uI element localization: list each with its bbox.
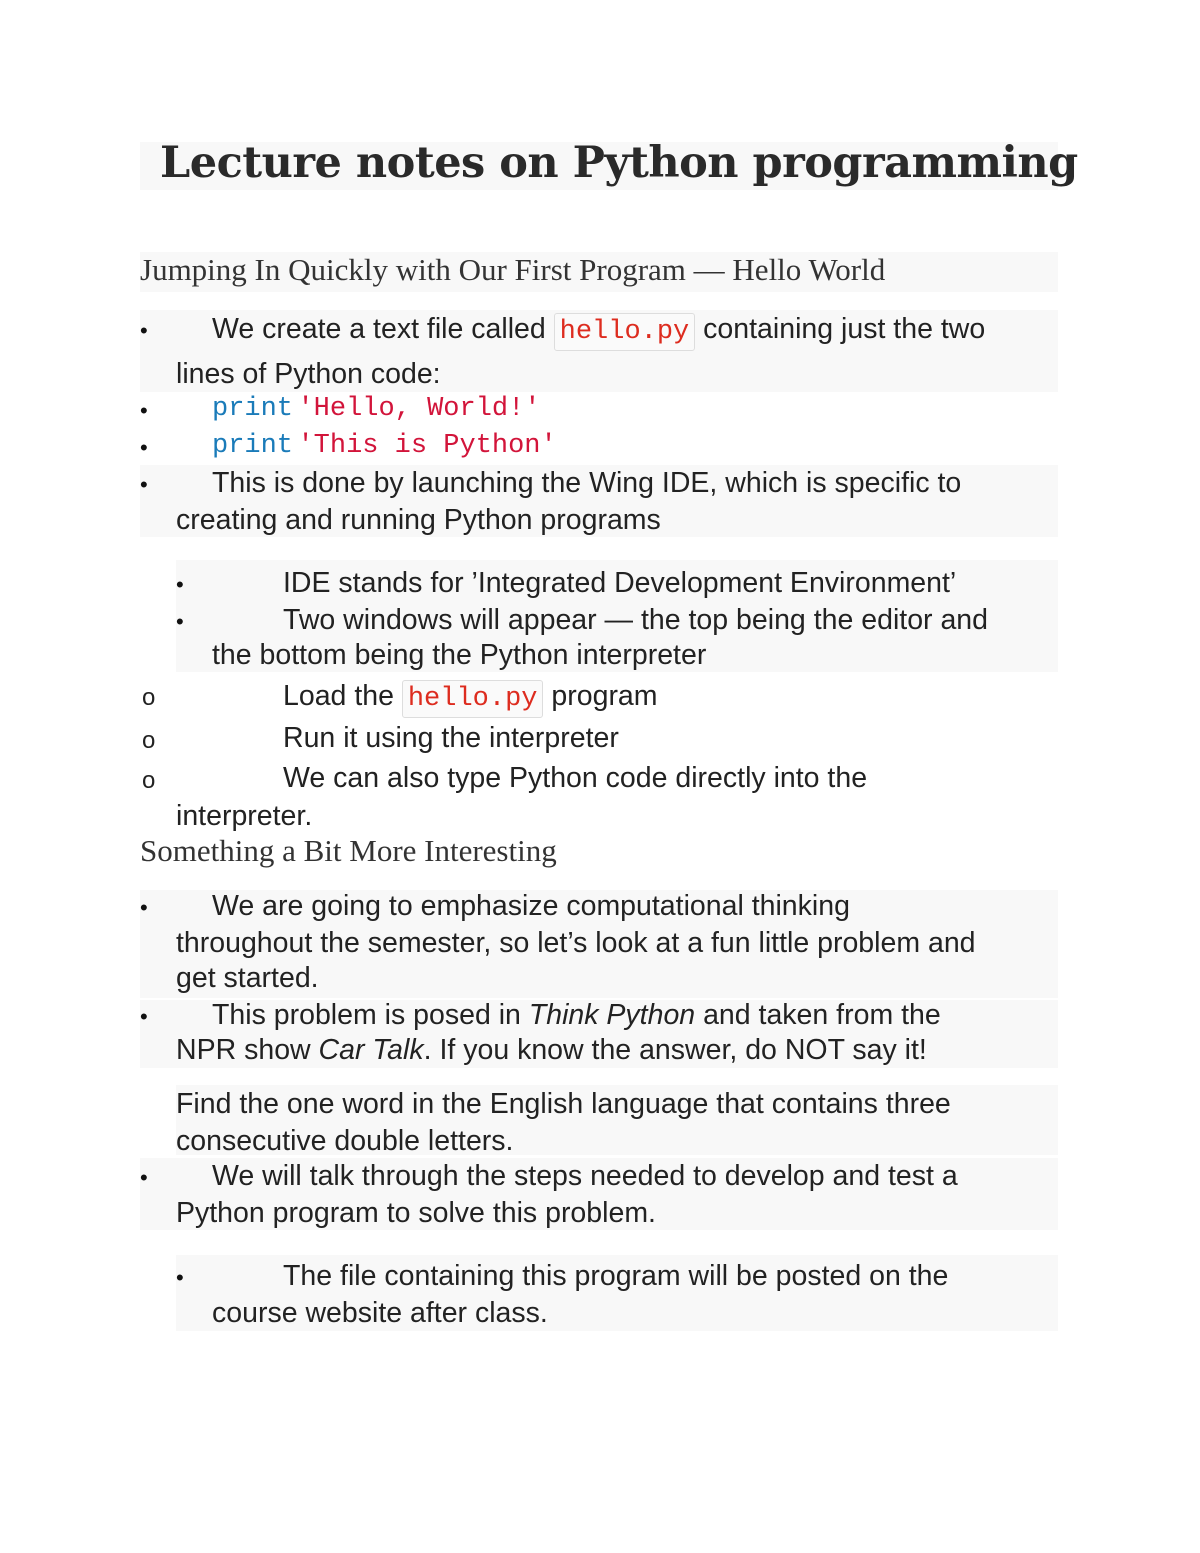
list-item-text: program — [543, 680, 658, 712]
sub-item-type-code: We can also type Python code directly into the — [283, 762, 868, 794]
code-line-this-is-python — [212, 431, 557, 461]
circle-bullet-icon: o — [142, 684, 156, 711]
sub-item-continuation: the bottom being the Python interpreter — [212, 639, 707, 671]
sub-item-run-interpreter: Run it using the interpreter — [283, 722, 619, 754]
list-item-text: containing just the two — [695, 313, 986, 345]
code-keyword: print — [212, 431, 294, 461]
sub-item-continuation: course website after class. — [212, 1297, 548, 1329]
inline-code-filename: hello.py — [402, 680, 544, 718]
sub-item-file-posted: The file containing this program will be posted on the — [283, 1260, 949, 1292]
code-keyword: print — [212, 394, 294, 424]
bullet-icon: • — [140, 435, 148, 460]
puzzle-quote: Find the one word in the English language that contains three — [176, 1088, 951, 1120]
show-title: Car Talk — [318, 1034, 424, 1066]
section-heading-hello-world: Jumping In Quickly with Our First Program — Hello World — [140, 252, 886, 287]
list-item-develop-test: We will talk through the steps needed to develop and test a — [212, 1160, 958, 1192]
bullet-icon: • — [140, 318, 148, 343]
book-title: Think Python — [528, 999, 696, 1031]
sub-item-load-program — [283, 680, 658, 714]
bullet-icon: • — [140, 472, 148, 497]
list-item-text: . If you know the answer, do NOT say it! — [423, 1034, 927, 1066]
section-heading-more-interesting: Something a Bit More Interesting — [140, 833, 557, 868]
list-item-continuation: throughout the semester, so let’s look at a fun little problem and — [176, 927, 976, 959]
bullet-icon: • — [140, 1004, 148, 1029]
list-item-continuation: Python program to solve this problem. — [176, 1197, 656, 1229]
sub-item-two-windows: Two windows will appear — the top being the editor and — [283, 604, 988, 636]
circle-bullet-icon: o — [142, 727, 156, 754]
sub-item-ide-definition: IDE stands for ’Integrated Development Environment’ — [283, 567, 957, 599]
bullet-icon: • — [140, 1165, 148, 1190]
list-item-create-file — [212, 313, 985, 347]
list-item-continuation: creating and running Python programs — [176, 504, 661, 536]
puzzle-quote-continuation: consecutive double letters. — [176, 1125, 514, 1157]
list-item-text: NPR show — [176, 1034, 319, 1066]
bullet-icon: • — [140, 895, 148, 920]
sub-item-continuation: interpreter. — [176, 800, 313, 832]
list-item-think-python — [212, 999, 941, 1032]
list-item-continuation: get started. — [176, 962, 319, 994]
list-item-continuation: lines of Python code: — [176, 358, 441, 390]
bullet-icon: • — [140, 398, 148, 423]
list-item-text: Load the — [283, 680, 402, 712]
bullet-icon: • — [176, 609, 184, 634]
page-title: Lecture notes on Python programming — [160, 138, 1078, 188]
code-line-hello-world — [212, 394, 541, 424]
list-item-text: This problem is posed in — [212, 999, 529, 1031]
list-item-text: We create a text file called — [212, 313, 554, 345]
inline-code-filename: hello.py — [554, 313, 696, 351]
bullet-icon: • — [176, 1265, 184, 1290]
code-string: 'This is Python' — [297, 431, 557, 461]
list-item-continuation — [176, 1034, 927, 1067]
bullet-icon: • — [176, 572, 184, 597]
circle-bullet-icon: o — [142, 767, 156, 794]
code-string: 'Hello, World!' — [297, 394, 541, 424]
list-item-computational-thinking: We are going to emphasize computational thinking — [212, 890, 850, 922]
list-item-text: and taken from the — [695, 999, 941, 1031]
list-item-wing-ide: This is done by launching the Wing IDE, which is specific to — [212, 467, 962, 499]
